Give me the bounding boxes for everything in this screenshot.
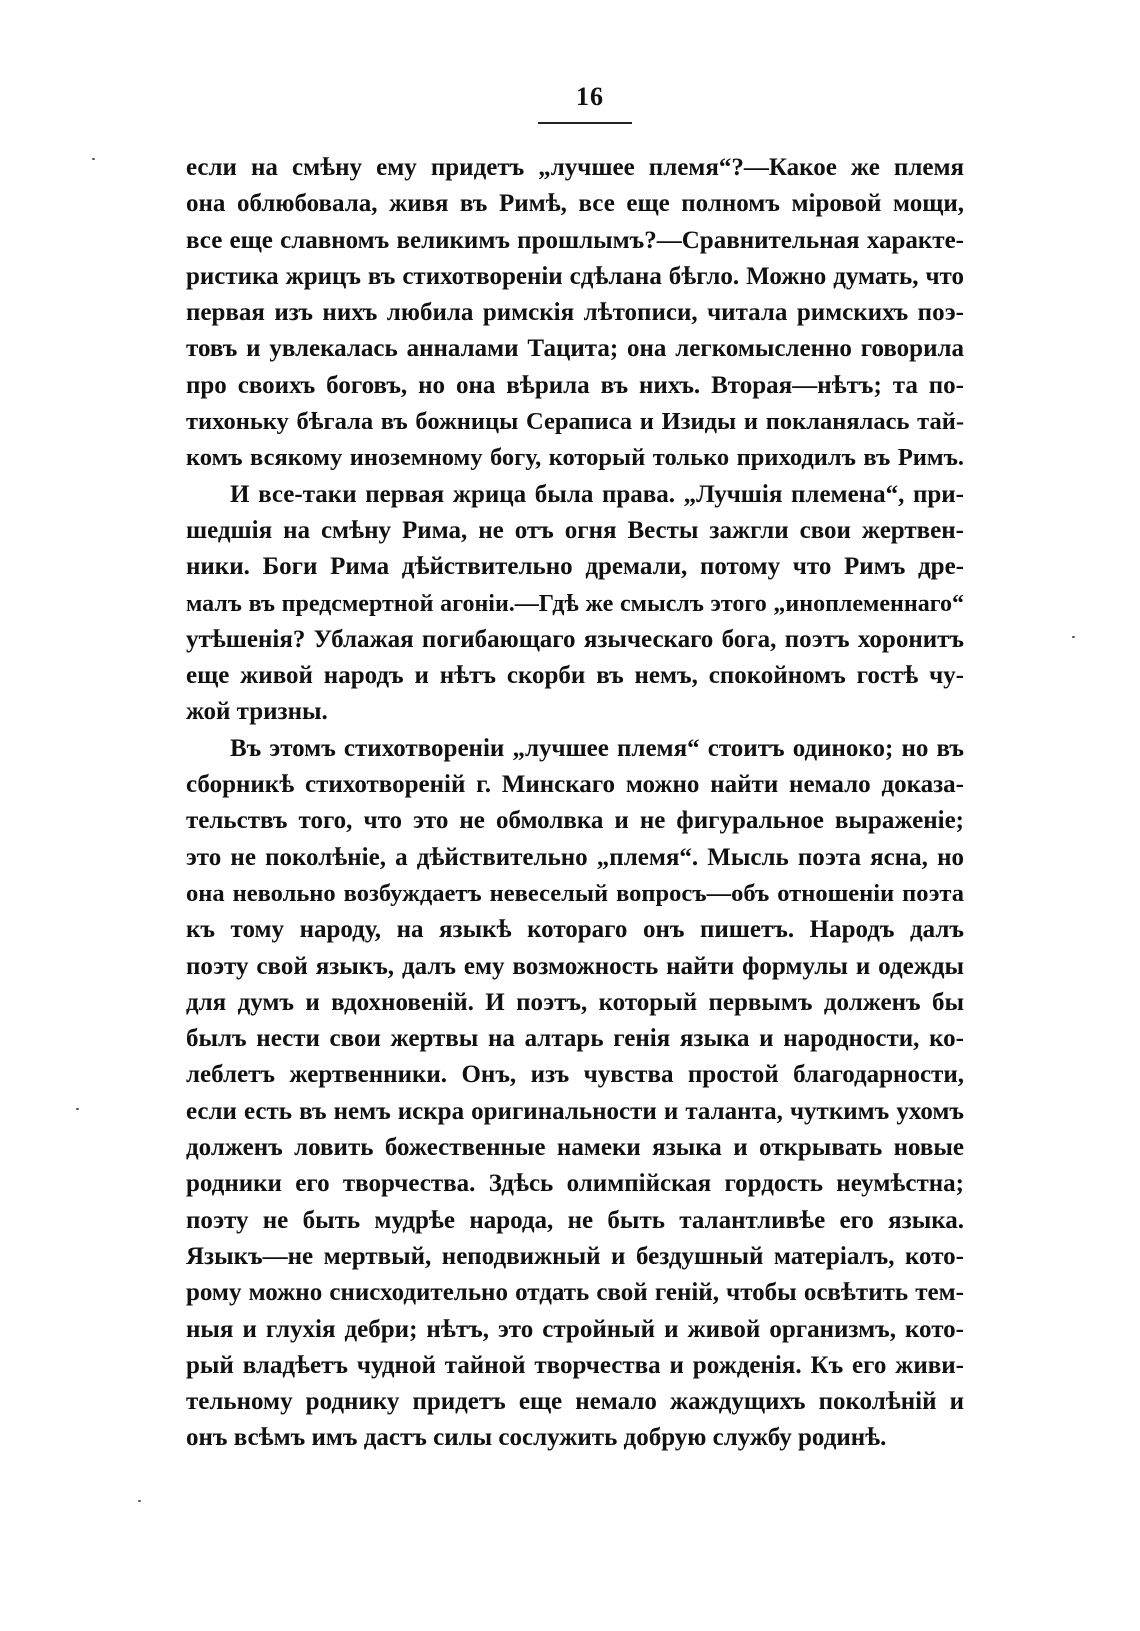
body-text: [186, 150, 964, 1457]
text-line: первая изъ нихъ любила римскія лѣтописи, читала римскихъ поэ-: [186, 299, 964, 327]
scan-speck: [138, 1500, 141, 1502]
page-number-rule: [538, 122, 632, 124]
scan-speck: [92, 158, 95, 160]
text-line: ники. Боги Рима дѣйствительно дремали, потому что Римъ дре-: [186, 553, 964, 581]
text-line: это не поколѣніе, а дѣйствительно „племя“. Мысль поэта ясна, но: [186, 843, 964, 871]
text-line: родники его творчества. Здѣсь олимпійская гордость неумѣстна;: [186, 1170, 964, 1198]
text-line: малъ въ предсмертной агоніи.—Гдѣ же смыслъ этого „иноплеменнаго“: [186, 590, 964, 617]
text-line: долженъ ловить божественные намеки языка и открывать новые: [186, 1134, 964, 1162]
text-line: если на смѣну ему придетъ „лучшее племя“?—Какое же племя: [186, 154, 964, 181]
text-line: леблетъ жертвенники. Онъ, изъ чувства простой благодарности,: [186, 1061, 964, 1089]
text-line: тихоньку бѣгала въ божницы Сераписа и Изиды и покланялась тай-: [186, 408, 964, 436]
text-line: она невольно возбуждаетъ невеселый вопросъ—объ отношеніи поэта: [186, 879, 964, 907]
text-line: товъ и увлекалась анналами Тацита; она легкомысленно говорила: [186, 335, 964, 363]
text-line: ныя и глухія дебри; нѣтъ, это стройный и живой организмъ, кото-: [186, 1315, 964, 1343]
scan-speck: [76, 1108, 79, 1110]
text-line: рый владѣетъ чудной тайной творчества и рожденія. Къ его живи-: [186, 1351, 964, 1379]
text-line: тельному роднику придетъ еще немало жаждущихъ поколѣній и: [186, 1388, 964, 1416]
text-line: рому можно снисходительно отдать свой геній, чтобы освѣтить тем-: [186, 1279, 964, 1307]
page-number: 16: [576, 82, 604, 111]
scan-speck: [1072, 636, 1075, 638]
text-line: Языкъ—не мертвый, неподвижный и бездушный матеріалъ, кото-: [186, 1242, 964, 1270]
text-line: Въ этомъ стихотвореніи „лучшее племя“ стоитъ одиноко; но въ: [230, 734, 964, 762]
page-number-container: [0, 82, 1140, 112]
text-line: она облюбовала, живя въ Римѣ, все еще полномъ міровой мощи,: [186, 190, 964, 218]
paragraph-3: [186, 731, 964, 1457]
text-line: жой тризны.: [186, 698, 328, 726]
text-line: поэту свой языкъ, далъ ему возможность найти формулы и одежды: [186, 952, 964, 980]
text-line: сборникѣ стихотвореній г. Минскаго можно найти немало доказа-: [186, 771, 964, 799]
text-line: все еще славномъ великимъ прошлымъ?—Сравнительная характе-: [186, 226, 964, 254]
text-line: былъ нести свои жертвы на алтарь генія языка и народности, ко-: [186, 1025, 964, 1053]
text-line: шедшія на смѣну Рима, не отъ огня Весты зажгли свои жертвен-: [186, 516, 964, 544]
text-line: ристика жрицъ въ стихотвореніи сдѣлана бѣгло. Можно думать, что: [186, 262, 964, 290]
text-line: комъ всякому иноземному богу, который только приходилъ въ Римъ.: [186, 444, 964, 472]
text-line: къ тому народу, на языкѣ котораго онъ пишетъ. Народъ далъ: [186, 916, 964, 944]
text-line: про своихъ боговъ, но она вѣрила въ нихъ. Вторая—нѣтъ; та по-: [186, 371, 964, 399]
text-line: утѣшенія? Ублажая погибающаго языческаго бога, поэтъ хоронитъ: [186, 625, 964, 653]
paragraph-1: [186, 150, 964, 477]
text-line: для думъ и вдохновеній. И поэтъ, который первымъ долженъ бы: [186, 988, 964, 1016]
text-line: если есть въ немъ искра оригинальности и таланта, чуткимъ ухомъ: [186, 1097, 964, 1125]
text-line: еще живой народъ и нѣтъ скорби въ немъ, спокойномъ гостѣ чу-: [186, 662, 964, 690]
paragraph-2: [186, 477, 964, 731]
text-line: тельствъ того, что это не обмолвка и не фигуральное выраженіе;: [186, 807, 964, 835]
text-line: И все-таки первая жрица была права. „Лучшія племена“, при-: [230, 480, 964, 508]
text-line: поэту не быть мудрѣе народа, не быть талантливѣе его языка.: [186, 1206, 964, 1234]
text-line: онъ всѣмъ имъ дастъ силы сослужить добрую службу родинѣ.: [186, 1424, 887, 1452]
